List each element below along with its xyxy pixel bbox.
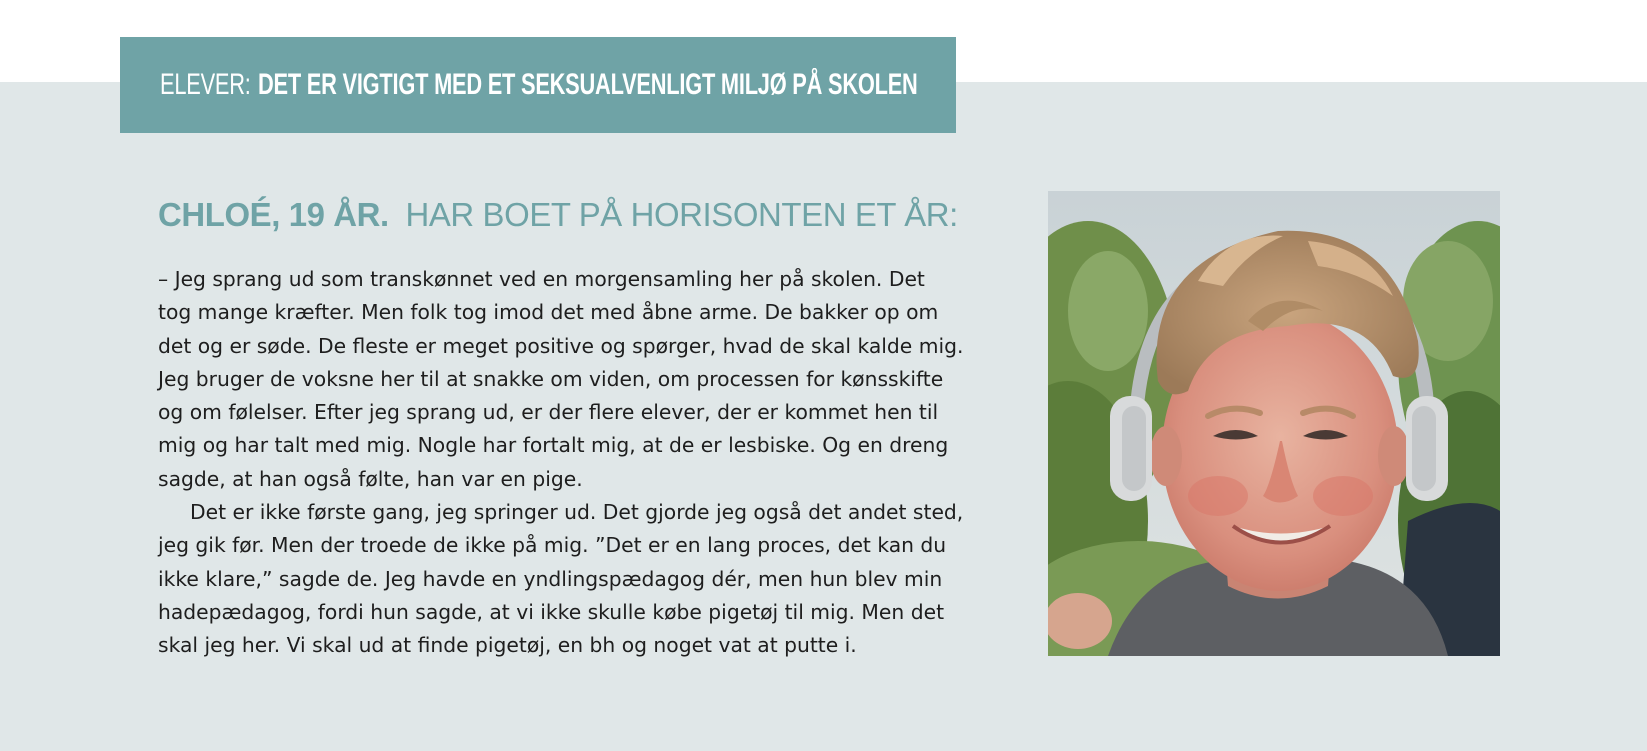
- body-line: hadepædagog, fordi hun sagde, at vi ikke skulle købe pigetøj til mig. Men det: [158, 599, 945, 624]
- body-line: skal jeg her. Vi skal ud at finde pigetøj, en bh og noget vat at putte i.: [158, 633, 857, 658]
- body-line: sagde, at han også følte, han var en pige.: [158, 466, 583, 491]
- banner-prefix: ELEVER:: [160, 68, 251, 101]
- section-banner: [120, 37, 956, 133]
- body-line: mig og har talt med mig. Nogle har fortalt mig, at de er lesbiske. Og en dreng: [158, 433, 949, 458]
- body-line: tog mange kræfter. Men folk tog imod det med åbne arme. De bakker op om: [158, 300, 939, 325]
- heading-subtitle: HAR BOET PÅ HORISONTEN ET ÅR:: [405, 196, 958, 233]
- body-line: og om følelser. Efter jeg sprang ud, er der flere elever, der er kommet hen til: [158, 400, 939, 425]
- bottom-strip: [0, 744, 1647, 751]
- banner-title: DET ER VIGTIGT MED ET SEKSUALVENLIGT MILJØ PÅ SKOLEN: [258, 68, 918, 101]
- article-heading: [158, 196, 958, 234]
- heading-name: CHLOÉ, 19 ÅR.: [158, 196, 389, 233]
- body-line: Jeg bruger de voksne her til at snakke om viden, om processen for kønsskifte: [158, 366, 944, 391]
- body-line: jeg gik før. Men der troede de ikke på mig. ”Det er en lang proces, det kan du: [158, 533, 947, 558]
- body-line: ikke klare,” sagde de. Jeg havde en yndlingspædagog dér, men hun blev min: [158, 566, 943, 591]
- body-line-indented: Det er ikke første gang, jeg springer ud. Det gjorde jeg også det andet sted,: [190, 500, 964, 525]
- portrait-illustration: [1048, 191, 1500, 656]
- portrait-photo: [1048, 191, 1500, 656]
- body-line: det og er søde. De fleste er meget positive og spørger, hvad de skal kalde mig.: [158, 333, 964, 358]
- body-line: – Jeg sprang ud som transkønnet ved en morgensamling her på skolen. Det: [158, 267, 925, 291]
- article-body: [158, 263, 988, 663]
